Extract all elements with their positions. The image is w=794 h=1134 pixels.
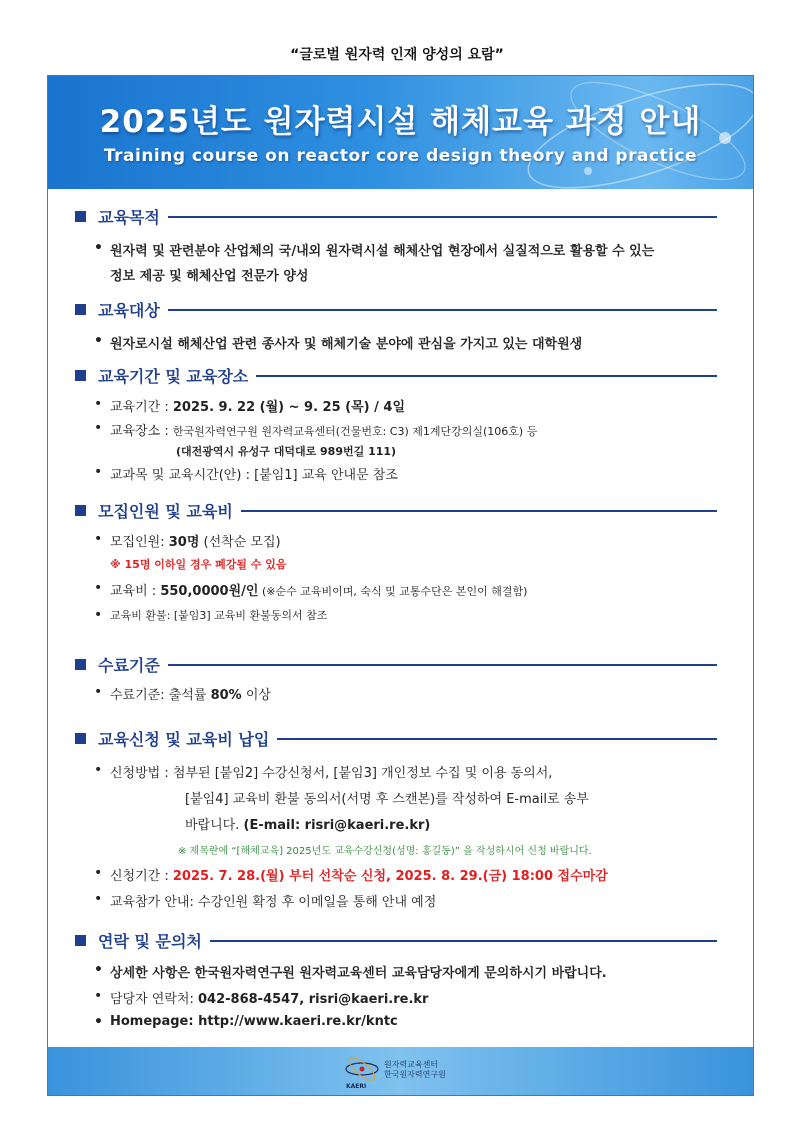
criteria-suffix: 이상 bbox=[241, 688, 271, 703]
section-bullet-icon bbox=[75, 304, 86, 315]
section-rule bbox=[168, 664, 717, 666]
section-purpose-header bbox=[75, 205, 717, 228]
capacity-label: 모집인원: bbox=[110, 535, 169, 550]
section-title: 모집인원 및 교육비 bbox=[98, 502, 233, 521]
section-bullet-icon bbox=[75, 370, 86, 381]
method-label: 신청방법 : bbox=[110, 766, 173, 781]
section-title: 교육목적 bbox=[98, 208, 160, 227]
section-title: 연락 및 문의처 bbox=[98, 932, 202, 951]
deadline-label: 신청기간 : bbox=[110, 869, 173, 884]
method-line-2: [붙임4] 교육비 환불 동의서(서명 후 스캔본)를 작성하여 E-mail로 송부 bbox=[185, 792, 589, 807]
section-bullet-icon bbox=[75, 505, 86, 516]
place-label: 교육장소 : bbox=[110, 424, 173, 439]
capacity-line bbox=[110, 531, 281, 550]
section-bullet-icon bbox=[75, 935, 86, 946]
kaeri-logo bbox=[344, 1057, 446, 1090]
kaeri-logo-icon bbox=[344, 1057, 380, 1083]
section-title: 수료기준 bbox=[98, 656, 160, 675]
header-banner bbox=[48, 76, 753, 189]
period-value: 2025. 9. 22 (월) ~ 9. 25 (목) / 4일 bbox=[172, 400, 406, 415]
page-subtitle: Training course on reactor core design theory and practice bbox=[103, 146, 698, 166]
period-line bbox=[110, 396, 405, 415]
section-period-header bbox=[75, 364, 717, 387]
method-email: (E-mail: risri@kaeri.re.kr) bbox=[243, 818, 431, 833]
section-bullet-icon bbox=[75, 733, 86, 744]
subject-note: ※ 제목란에 “[해체교육] 2025년도 교육수강신청(성명: 홍길동)” 을 작성하시어 신청 바랍니다. bbox=[178, 846, 592, 857]
purpose-line-1: • 원자력 및 관련분야 산업체의 국/내외 원자력시설 해체산업 현장에서 실질적으로 활용할 수 있는 bbox=[110, 240, 654, 259]
footer-brand: KAERI bbox=[346, 1083, 367, 1090]
section-rule bbox=[277, 738, 717, 740]
fee-line bbox=[110, 580, 527, 599]
capacity-value: 30명 bbox=[168, 535, 200, 550]
notice-line: • 교육참가 안내: 수강인원 확정 후 이메일을 통해 안내 예정 bbox=[110, 891, 436, 910]
section-contact-header bbox=[75, 929, 717, 952]
section-fee-header bbox=[75, 499, 717, 522]
section-rule bbox=[256, 375, 717, 377]
completion-line bbox=[110, 684, 271, 703]
section-title: 교육기간 및 교육장소 bbox=[98, 367, 249, 386]
purpose-line-2: 정보 제공 및 해체산업 전문가 양성 bbox=[110, 269, 309, 284]
footer-org-name: 한국원자력연구원 bbox=[384, 1070, 446, 1079]
section-bullet-icon bbox=[75, 659, 86, 670]
section-rule bbox=[168, 309, 717, 311]
section-rule bbox=[168, 216, 717, 218]
place-line bbox=[110, 420, 537, 439]
target-line-1: • 원자로시설 해체산업 관련 종사자 및 해체기술 분야에 관심을 가지고 있는 대학원생 bbox=[110, 333, 582, 352]
footer-band bbox=[48, 1047, 753, 1095]
page-title: 2025년도 원자력시설 해체교육 과정 안내 bbox=[99, 104, 702, 140]
method-line-1 bbox=[110, 762, 552, 781]
footer-center-name: 원자력교육센터 bbox=[384, 1060, 439, 1069]
deadline-value: 2025. 7. 28.(월) 부터 선착순 신청, 2025. 8. 29.(금) 18:00 접수마감 bbox=[172, 869, 608, 884]
section-apply-header bbox=[75, 727, 717, 750]
homepage-line: • Homepage: http://www.kaeri.re.kr/kntc bbox=[110, 1014, 398, 1029]
cancel-note: ※ 15명 이하일 경우 폐강될 수 있음 bbox=[110, 558, 287, 571]
fee-note: (※순수 교육비이며, 숙식 및 교통수단은 본인이 해결함) bbox=[258, 585, 528, 598]
section-title: 교육신청 및 교육비 납입 bbox=[98, 730, 270, 749]
method-text-3: 바랍니다. bbox=[185, 818, 244, 833]
capacity-note: (선착순 모집) bbox=[199, 535, 281, 550]
contact-line-1: • 상세한 사항은 한국원자력연구원 원자력교육센터 교육담당자에게 문의하시기 바랍니다. bbox=[110, 962, 607, 981]
place-value: 한국원자력연구원 원자력교육센터(건물번호: C3) 제1계단강의실(106호) 등 bbox=[172, 425, 538, 438]
section-rule bbox=[210, 940, 717, 942]
place-address: (대전광역시 유성구 대덕대로 989번길 111) bbox=[176, 445, 397, 458]
section-bullet-icon bbox=[75, 211, 86, 222]
section-title: 교육대상 bbox=[98, 301, 160, 320]
section-target-header bbox=[75, 298, 717, 321]
section-rule bbox=[241, 510, 717, 512]
deadline-line bbox=[110, 865, 608, 884]
period-label: 교육기간 : bbox=[110, 400, 173, 415]
method-text-1: 첨부된 [붙임2] 수강신청서, [붙임3] 개인정보 수집 및 이용 동의서, bbox=[172, 766, 553, 781]
fee-label: 교육비 : bbox=[110, 584, 161, 599]
criteria-value: 80% bbox=[210, 688, 242, 703]
refund-line: • 교육비 환불: [붙임3] 교육비 환불동의서 참조 bbox=[110, 607, 327, 623]
phone-value: 042-868-4547, risri@kaeri.re.kr bbox=[198, 992, 429, 1007]
criteria-label: 수료기준: 출석률 bbox=[110, 688, 211, 703]
section-completion-header bbox=[75, 653, 717, 676]
phone-label: 담당자 연락처: bbox=[110, 992, 198, 1007]
contact-phone-line bbox=[110, 988, 428, 1007]
method-line-3 bbox=[185, 814, 430, 833]
tagline: “글로벌 원자력 인재 양성의 요람” bbox=[290, 47, 504, 63]
fee-value: 550,0000원/인 bbox=[160, 584, 259, 599]
schedule-line: • 교과목 및 교육시간(안) : [붙임1] 교육 안내문 참조 bbox=[110, 464, 398, 483]
